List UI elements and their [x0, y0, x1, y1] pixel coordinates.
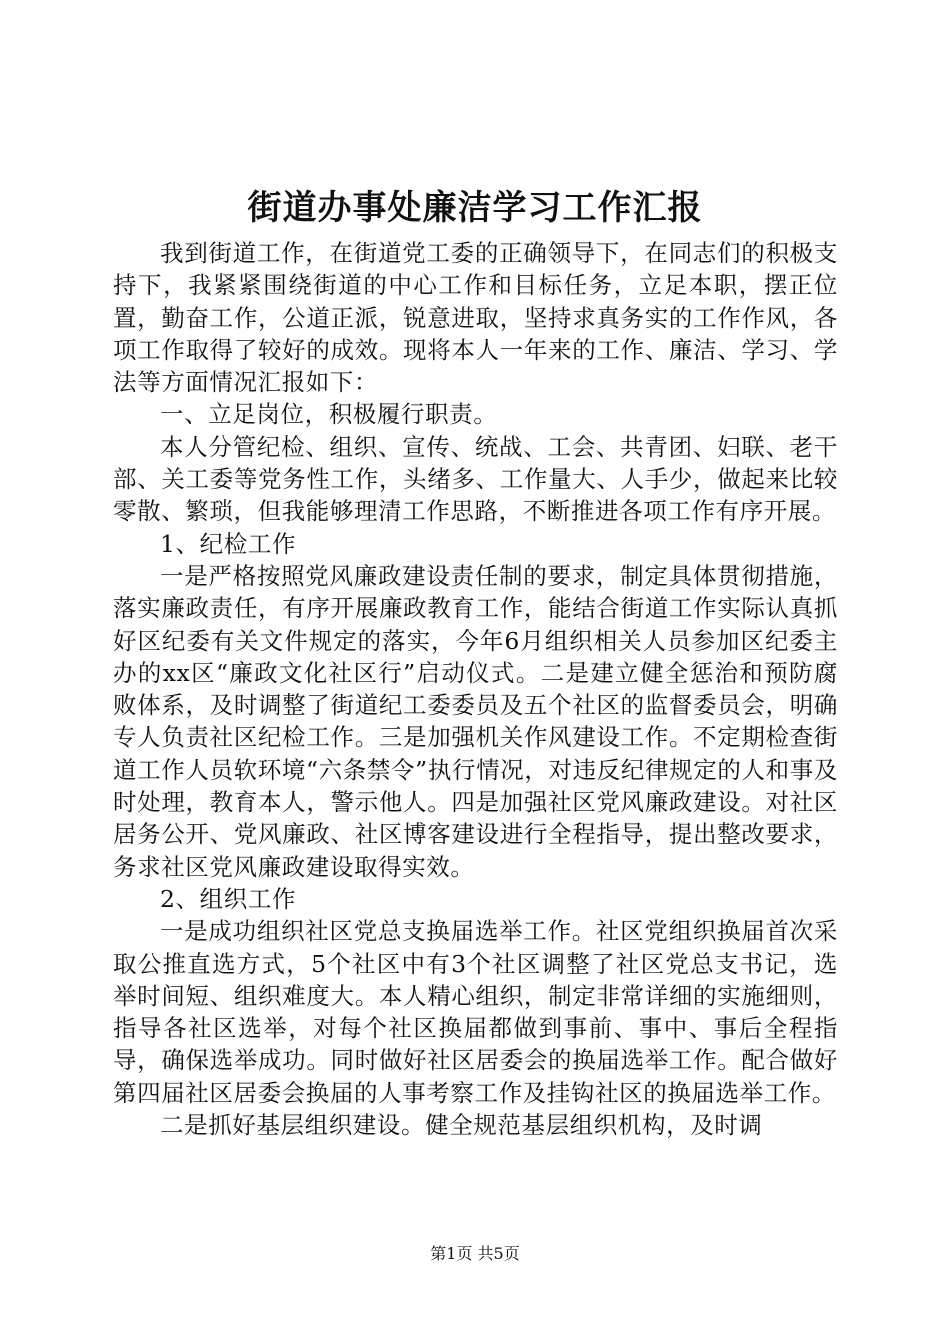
subsection-heading-organization: 2、组织工作	[160, 884, 297, 913]
subsection-heading-discipline: 1、纪检工作	[160, 529, 297, 558]
paragraph-duties: 本人分管纪检、组织、宣传、统战、工会、共青团、妇联、老干部、关工委等党务性工作，头绪多、工作量大、人手少，做起来比较零散、繁琐，但我能够理清工作思路，不断推进各项工作有序开展。	[113, 432, 838, 526]
paragraph-discipline: 一是严格按照党风廉政建设责任制的要求，制定具体贯彻措施，落实廉政责任，有序开展廉政教育工作，能结合街道工作实际认真抓好区纪委有关文件规定的落实，今年6月组织相关人员参加区纪委主办的xx区“廉政文化社区行”启动仪式。二是建立健全惩治和预防腐败体系，及时调整了街道纪工委委员及五个社区的监督委员会，明确专人负责社区纪检工作。三是加强机关作风建设工作。不定期检查街道工作人员软环境“六条禁令”执行情况，对违反纪律规定的人和事及时处理，教育本人，警示他人。四是加强社区党风廉政建设。对社区居务公开、党风廉政、社区博客建设进行全程指导，提出整改要求，务求社区党风廉政建设取得实效。	[113, 561, 838, 881]
document-title: 街道办事处廉洁学习工作汇报	[247, 188, 703, 228]
section-heading-1: 一、立足岗位，积极履行职责。	[160, 400, 498, 429]
document-body	[113, 237, 838, 1141]
paragraph-organization-2: 二是抓好基层组织建设。健全规范基层组织机构，及时调	[160, 1111, 763, 1140]
page-footer: 第1页 共5页	[430, 1244, 520, 1263]
paragraph-intro: 我到街道工作，在街道党工委的正确领导下，在同志们的积极支持下，我紧紧围绕街道的中心工作和目标任务，立足本职，摆正位置，勤奋工作，公道正派，锐意进取，坚持求真务实的工作作风，各项工作取得了较好的成效。现将本人一年来的工作、廉洁、学习、学法等方面情况汇报如下：	[113, 239, 838, 397]
paragraph-organization-1: 一是成功组织社区党总支换届选举工作。社区党组织换届首次采取公推直选方式，5个社区中有3个社区调整了社区党总支书记，选举时间短、组织难度大。本人精心组织，制定非常详细的实施细则，指导各社区选举，对每个社区换届都做到事前、事中、事后全程指导，确保选举成功。同时做好社区居委会的换届选举工作。配合做好第四届社区居委会换届的人事考察工作及挂钩社区的换届选举工作。	[113, 917, 838, 1107]
